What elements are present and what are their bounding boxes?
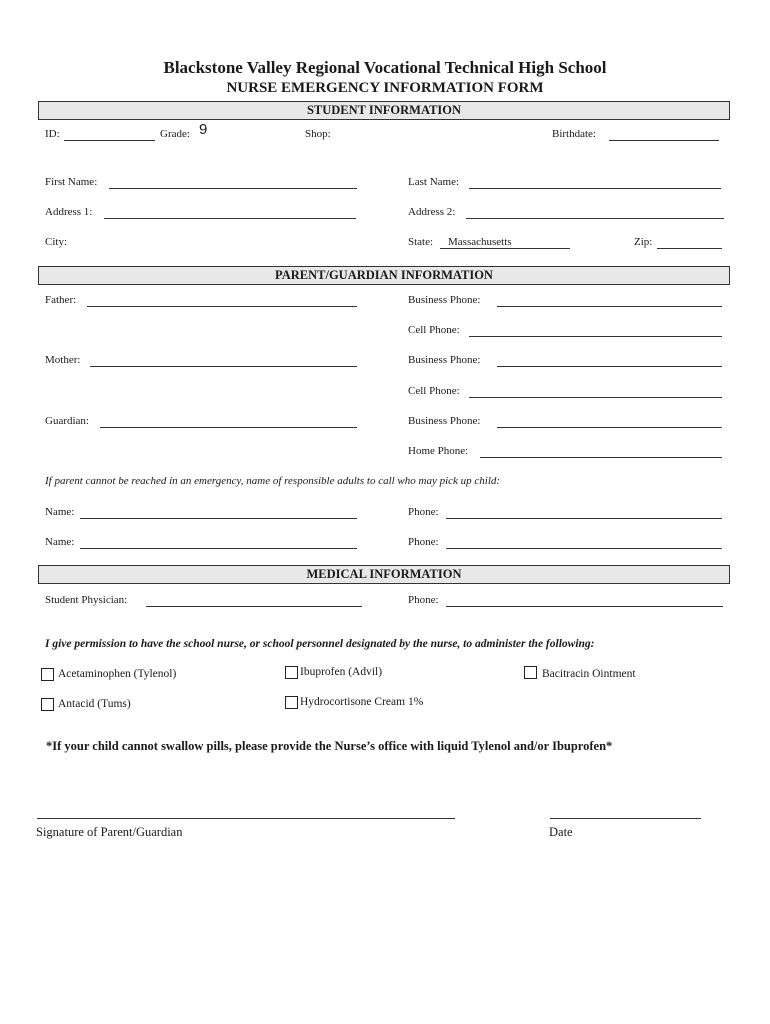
antacid-checkbox[interactable]	[41, 698, 54, 711]
id-label: ID:	[45, 128, 60, 140]
contact1-phone-label: Phone:	[408, 506, 439, 518]
contact1-name-field[interactable]	[80, 518, 357, 519]
ibuprofen-checkbox[interactable]	[285, 666, 298, 679]
contact2-phone-field[interactable]	[446, 548, 722, 549]
first-name-label: First Name:	[45, 176, 98, 188]
contact1-phone-field[interactable]	[446, 518, 722, 519]
father-cell-phone-label: Cell Phone:	[408, 324, 460, 336]
state-label: State:	[408, 236, 434, 248]
address2-label: Address 2:	[408, 206, 456, 218]
antacid-label: Antacid (Tums)	[58, 698, 131, 710]
acetaminophen-checkbox[interactable]	[41, 668, 54, 681]
student-information-header: STUDENT INFORMATION	[38, 101, 730, 120]
state-field-line	[440, 248, 570, 249]
ibuprofen-label: Ibuprofen (Advil)	[300, 666, 383, 678]
hydrocortisone-checkbox[interactable]	[285, 696, 298, 709]
home-phone-field[interactable]	[480, 457, 722, 458]
bacitracin-label: Bacitracin Ointment	[542, 668, 636, 680]
form-title: NURSE EMERGENCY INFORMATION FORM	[226, 80, 544, 96]
father-business-phone-field[interactable]	[497, 306, 722, 307]
physician-phone-label: Phone:	[408, 594, 439, 606]
father-label: Father:	[45, 294, 77, 306]
address1-label: Address 1:	[45, 206, 93, 218]
zip-label: Zip:	[634, 236, 653, 248]
state-value[interactable]: Massachusetts	[448, 236, 512, 248]
signature-field[interactable]	[37, 818, 455, 819]
city-label: City:	[45, 236, 68, 248]
pill-note: *If your child cannot swallow pills, please provide the Nurse’s office with liquid Tylenol and/or Ibuprofen*	[46, 739, 613, 753]
mother-cell-phone-field[interactable]	[469, 397, 722, 398]
mother-label: Mother:	[45, 354, 81, 366]
permission-statement: I give permission to have the school nurse, or school personnel designated by the nurse, to administer the following:	[45, 638, 595, 650]
signature-label: Signature of Parent/Guardian	[36, 825, 183, 839]
grade-label: Grade:	[160, 128, 190, 140]
parent-guardian-header: PARENT/GUARDIAN INFORMATION	[38, 266, 730, 285]
contact2-name-field[interactable]	[80, 548, 357, 549]
mother-cell-phone-label: Cell Phone:	[408, 385, 460, 397]
date-label: Date	[549, 825, 573, 839]
id-field[interactable]	[64, 140, 155, 141]
guardian-field[interactable]	[100, 427, 357, 428]
date-field[interactable]	[550, 818, 701, 819]
mother-business-phone-label: Business Phone:	[408, 354, 481, 366]
birthdate-label: Birthdate:	[552, 128, 596, 140]
bacitracin-checkbox[interactable]	[524, 666, 537, 679]
responsible-adults-note: If parent cannot be reached in an emergency, name of responsible adults to call who may pick up child:	[45, 475, 501, 487]
last-name-field[interactable]	[469, 188, 721, 189]
hydrocortisone-label: Hydrocortisone Cream 1%	[300, 696, 424, 708]
contact2-phone-label: Phone:	[408, 536, 439, 548]
acetaminophen-label: Acetaminophen (Tylenol)	[58, 668, 177, 680]
shop-label: Shop:	[305, 128, 331, 140]
grade-value[interactable]: 9	[199, 121, 208, 138]
school-name: Blackstone Valley Regional Vocational Technical High School	[163, 58, 607, 77]
father-business-phone-label: Business Phone:	[408, 294, 481, 306]
address2-field[interactable]	[466, 218, 724, 219]
home-phone-label: Home Phone:	[408, 445, 469, 457]
guardian-business-phone-label: Business Phone:	[408, 415, 481, 427]
physician-field[interactable]	[146, 606, 362, 607]
guardian-label: Guardian:	[45, 415, 89, 427]
birthdate-field[interactable]	[609, 140, 719, 141]
zip-field[interactable]	[657, 248, 722, 249]
medical-information-header: MEDICAL INFORMATION	[38, 565, 730, 584]
father-field[interactable]	[87, 306, 357, 307]
contact1-name-label: Name:	[45, 506, 75, 518]
contact2-name-label: Name:	[45, 536, 75, 548]
first-name-field[interactable]	[109, 188, 357, 189]
mother-field[interactable]	[90, 366, 357, 367]
father-cell-phone-field[interactable]	[469, 336, 722, 337]
address1-field[interactable]	[104, 218, 356, 219]
last-name-label: Last Name:	[408, 176, 460, 188]
physician-phone-field[interactable]	[446, 606, 723, 607]
mother-business-phone-field[interactable]	[497, 366, 722, 367]
guardian-business-phone-field[interactable]	[497, 427, 722, 428]
physician-label: Student Physician:	[45, 594, 128, 606]
